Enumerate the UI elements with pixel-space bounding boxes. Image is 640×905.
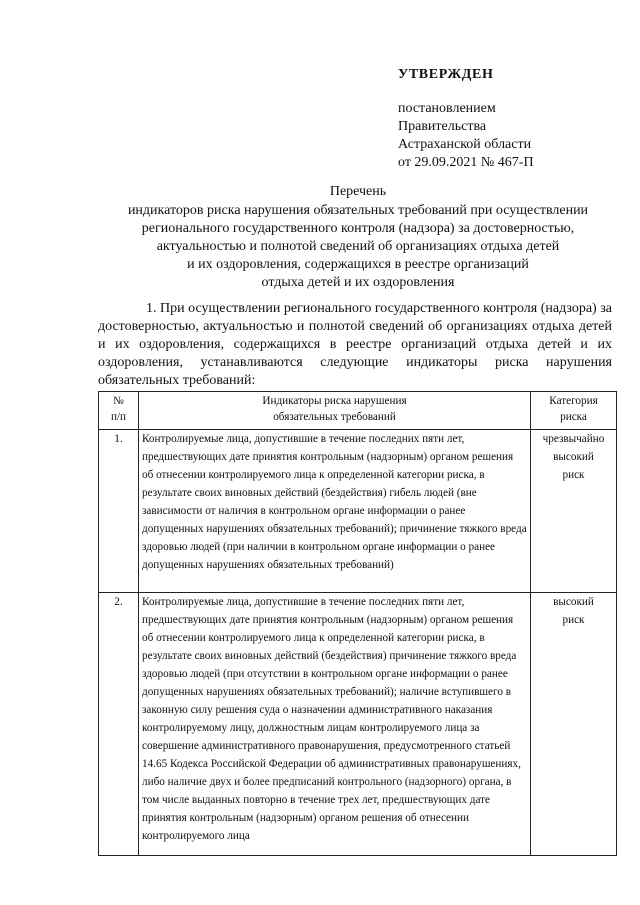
risk-indicators-table (98, 391, 617, 856)
row-category: высокий риск (531, 593, 617, 856)
document-title (98, 184, 618, 292)
approval-line: Астраханской области (398, 137, 532, 152)
intro-paragraph: 1. При осуществлении регионального государственного контроля (надзора) за достоверностью, актуальностью и полнотой сведений об организациях отдыха детей и их оздоровления, содержащихся в реестре организаций отдыха детей и их оздоровления, устанавливаются следующие индикаторы риска нарушения обязательных требований: (98, 301, 612, 388)
title-heading: Перечень (329, 184, 387, 199)
header-category: Категория риска (531, 392, 617, 430)
title-body: индикаторов риска нарушения обязательных требований при осуществлении регионального государственного контроля (надзора) за достоверностью, актуальностью и полнотой сведений об организациях отдыха детей и их оздоровления, содержащихся в реестре организаций отдыха детей и их оздоровления (127, 203, 589, 290)
approval-block (398, 66, 608, 172)
approval-line: постановлением (398, 101, 496, 116)
approval-line: Правительства (398, 119, 487, 134)
row-category: чрезвычайно высокий риск (531, 430, 617, 593)
row-number: 2. (99, 593, 139, 856)
table-row (99, 593, 617, 856)
row-indicator: Контролируемые лица, допустившие в течение последних пяти лет, предшествующих дате принятия контрольным (надзорным) органом решения об отнесении контролируемого лица к определенной категории риска, в результате своих виновных действий (бездействия) гибель людей (вне зависимости от наличия в контрольном органе информации о ранее допущенных нарушениях обязательных требований); причинение тяжкого вреда здоровью людей (при наличии в контрольном органе информации о ранее допущенных нарушениях обязательных требований) (139, 430, 531, 593)
row-indicator: Контролируемые лица, допустившие в течение последних пяти лет, предшествующих дате принятия контрольным (надзорным) органом решения об отнесении контролируемого лица к определенной категории риска, в результате своих виновных действий (бездействия) причинение тяжкого вреда здоровью людей (при отсутствии в контрольном органе информации о ранее допущенных нарушениях обязательных требований); наличие вступившего в законную силу решения суда о назначении административного наказания контролируемому лицу, должностным лицам контролируемого лица за совершение административного правонарушения, предусмотренного статьей 14.65 Кодекса Российской Федерации об административных правонарушениях, либо наличие двух и более предписаний контрольного (надзорного) органа, в том числе выданных повторно в течение трех лет, предшествующих дате принятия контрольным (надзорным) органом решения об отнесении контролируемого лица (139, 593, 531, 856)
table-header-row (99, 392, 617, 430)
approval-stamp: УТВЕРЖДЕН (398, 67, 494, 82)
header-indicator: Индикаторы риска нарушения обязательных требований (139, 392, 531, 430)
approval-line: от 29.09.2021 № 467-П (398, 155, 534, 170)
row-number: 1. (99, 430, 139, 593)
table-row (99, 430, 617, 593)
header-number: № п/п (99, 392, 139, 430)
